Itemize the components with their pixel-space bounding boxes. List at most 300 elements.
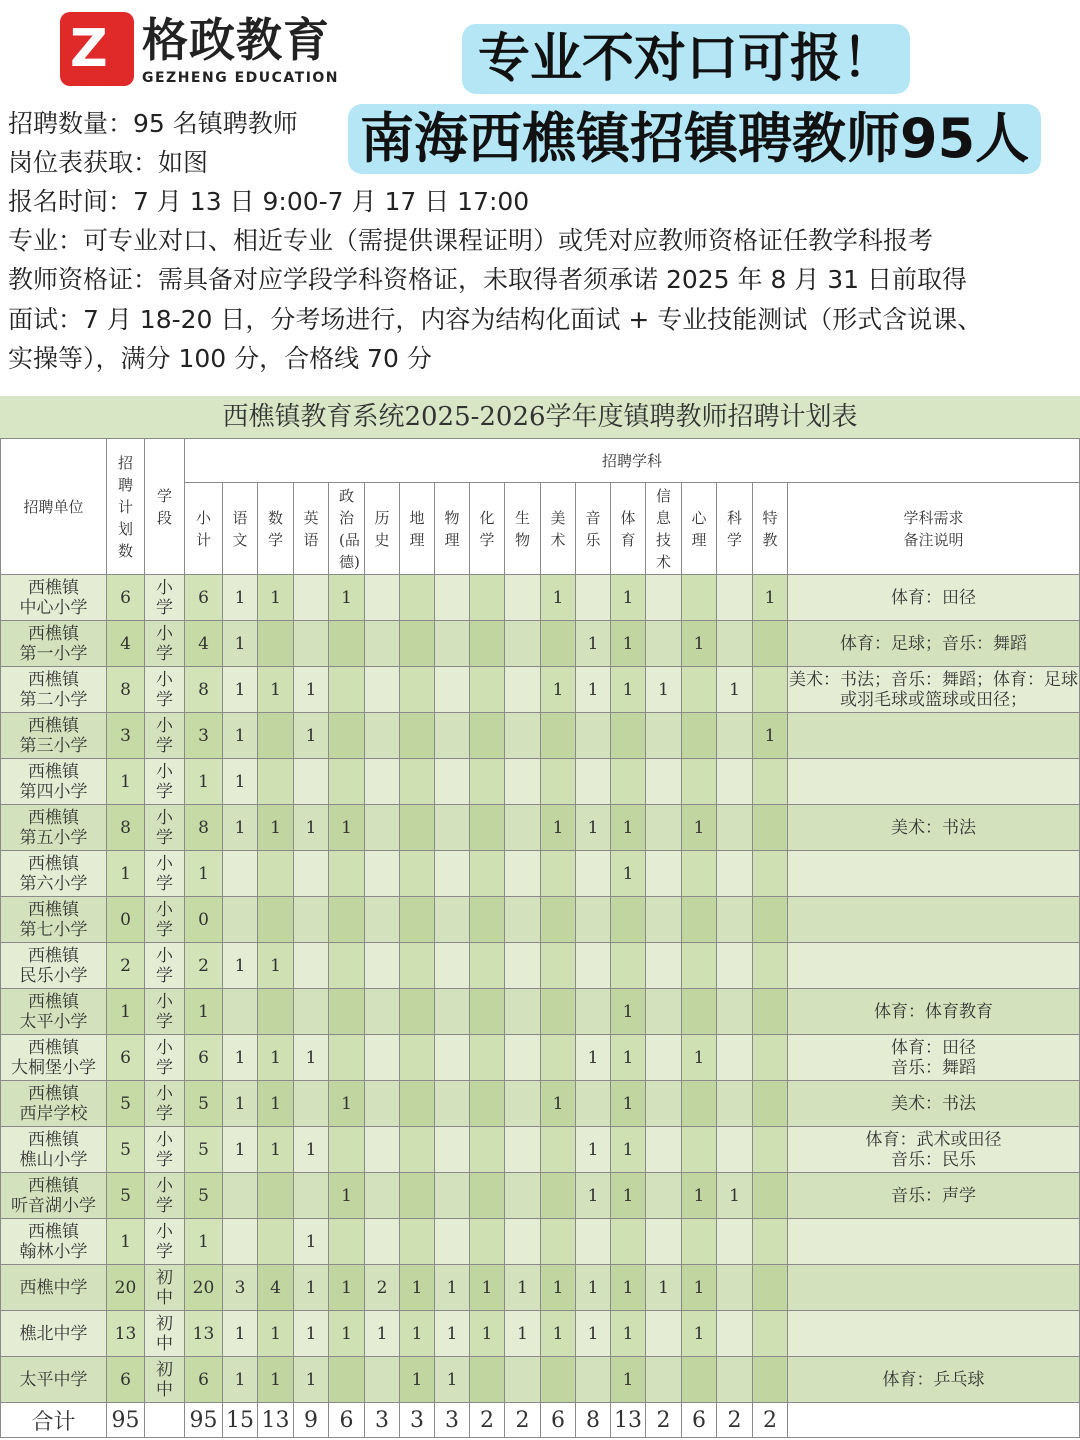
subject-count-cell: 5	[185, 1081, 223, 1127]
unit-cell	[1, 621, 107, 667]
total-count-cell: 8	[576, 1403, 611, 1438]
subject-count-cell	[505, 1081, 541, 1127]
subject-count-cell: 1	[611, 621, 646, 667]
unit-cell	[1, 1173, 107, 1219]
subject-count-cell	[646, 897, 682, 943]
subject-count-cell: 1	[576, 1035, 611, 1081]
unit-cell	[1, 805, 107, 851]
total-count-cell: 6	[329, 1403, 365, 1438]
subject-count-cell	[258, 621, 294, 667]
subject-count-cell	[717, 989, 753, 1035]
subject-count-cell: 1	[541, 667, 576, 713]
unit-name-line: 西岸学校	[19, 1103, 88, 1124]
unit-name-line: 翰林小学	[19, 1241, 88, 1262]
subject-count-cell	[223, 1219, 258, 1265]
subject-count-cell	[541, 1357, 576, 1403]
subject-count-cell: 5	[185, 1173, 223, 1219]
subject-count-cell	[470, 851, 505, 897]
subject-count-cell: 1	[329, 1311, 365, 1357]
subject-count-cell	[505, 1035, 541, 1081]
subject-count-cell: 1	[541, 1081, 576, 1127]
unit-name-line: 西樵镇	[28, 1129, 79, 1150]
note-cell	[788, 943, 1080, 989]
subject-count-cell	[435, 713, 470, 759]
header-plan	[107, 439, 145, 575]
subject-count-cell	[400, 943, 435, 989]
unit-name-line: 第三小学	[19, 735, 88, 756]
stage-text: 小学	[156, 853, 173, 894]
stage-text: 小学	[156, 623, 173, 664]
stage-text: 小学	[156, 669, 173, 710]
subject-count-cell: 1	[646, 1265, 682, 1311]
subject-count-cell	[753, 1311, 788, 1357]
stage-text: 小学	[156, 945, 173, 986]
unit-cell	[1, 713, 107, 759]
header-subject-label: 美术	[550, 508, 566, 549]
subject-count-cell	[753, 759, 788, 805]
table-row	[1, 1357, 1080, 1403]
note-cell: 体育：体育教育	[788, 989, 1080, 1035]
subject-count-cell: 1	[329, 575, 365, 621]
stage-cell	[145, 897, 185, 943]
subject-count-cell: 1	[258, 1081, 294, 1127]
table-row	[1, 713, 1080, 759]
unit-name-line: 西樵镇	[28, 715, 79, 736]
unit-name-line: 西樵镇	[28, 1221, 79, 1242]
subject-count-cell	[646, 759, 682, 805]
subject-count-cell	[329, 1127, 365, 1173]
header-subject-label: 地理	[409, 508, 425, 549]
total-count-cell: 3	[435, 1403, 470, 1438]
subject-count-cell	[470, 1035, 505, 1081]
subject-count-cell	[470, 621, 505, 667]
subject-count-cell: 1	[294, 1265, 329, 1311]
header-subject-1	[223, 483, 258, 575]
table-row	[1, 897, 1080, 943]
stage-text: 小学	[156, 715, 173, 756]
subject-count-cell: 1	[258, 667, 294, 713]
subject-count-cell	[365, 805, 400, 851]
subject-count-cell	[400, 713, 435, 759]
subject-count-cell	[258, 989, 294, 1035]
unit-name-line: 第五小学	[19, 827, 88, 848]
stage-text: 小学	[156, 1221, 173, 1262]
subject-count-cell	[646, 1357, 682, 1403]
note-cell: 体育：武术或田径 音乐：民乐	[788, 1127, 1080, 1173]
subject-count-cell: 1	[329, 1265, 365, 1311]
unit-name-line: 太平中学	[19, 1369, 88, 1390]
table-row	[1, 759, 1080, 805]
subject-count-cell	[470, 1173, 505, 1219]
subject-count-cell	[541, 759, 576, 805]
subject-count-cell	[505, 897, 541, 943]
table-row	[1, 851, 1080, 897]
unit-cell	[1, 1081, 107, 1127]
subject-count-cell: 1	[294, 713, 329, 759]
header-subject-label: 历史	[374, 508, 390, 549]
subject-count-cell: 2	[365, 1265, 400, 1311]
subject-count-cell	[329, 621, 365, 667]
note-cell: 美术：书法	[788, 805, 1080, 851]
stage-text: 初中	[156, 1267, 173, 1308]
table-row	[1, 943, 1080, 989]
subject-count-cell	[541, 621, 576, 667]
subject-count-cell	[717, 621, 753, 667]
unit-cell	[1, 1357, 107, 1403]
subject-count-cell: 4	[258, 1265, 294, 1311]
logo-name-en: GEZHENG EDUCATION	[142, 70, 340, 86]
unit-cell	[1, 1127, 107, 1173]
subject-count-cell	[753, 1219, 788, 1265]
subject-count-cell: 1	[329, 805, 365, 851]
subject-count-cell: 1	[611, 989, 646, 1035]
total-count-cell: 2	[753, 1403, 788, 1438]
subject-count-cell	[329, 713, 365, 759]
subject-count-cell: 1	[258, 1127, 294, 1173]
subject-count-cell: 1	[258, 1311, 294, 1357]
unit-cell	[1, 897, 107, 943]
stage-cell	[145, 1219, 185, 1265]
subject-count-cell	[541, 943, 576, 989]
total-row	[1, 1403, 1080, 1438]
subject-count-cell: 1	[576, 1265, 611, 1311]
subject-count-cell	[294, 575, 329, 621]
plan-cell: 8	[107, 805, 145, 851]
table-row	[1, 1127, 1080, 1173]
header-note: 学科需求 备注说明	[788, 483, 1080, 575]
subject-count-cell: 1	[541, 805, 576, 851]
subject-count-cell: 1	[223, 621, 258, 667]
recruitment-plan-table	[0, 438, 1080, 1438]
stage-text: 小学	[156, 577, 173, 618]
subject-count-cell	[505, 621, 541, 667]
subject-count-cell	[717, 897, 753, 943]
header-subject-label: 特教	[762, 508, 778, 549]
table-title: 西樵镇教育系统2025-2026学年度镇聘教师招聘计划表	[0, 396, 1080, 438]
subject-count-cell	[400, 759, 435, 805]
info-line-count: 招聘数量：95 名镇聘教师	[8, 109, 298, 138]
subject-count-cell	[400, 667, 435, 713]
subject-count-cell	[505, 851, 541, 897]
table-row	[1, 1035, 1080, 1081]
subject-count-cell	[541, 1173, 576, 1219]
subject-count-cell	[435, 943, 470, 989]
subject-count-cell	[223, 897, 258, 943]
info-line-signup: 报名时间：7 月 13 日 9:00-7 月 17 日 17:00	[8, 187, 530, 216]
header-subject-15	[717, 483, 753, 575]
note-cell: 美术：书法；音乐：舞蹈；体育：足球 或羽毛球或篮球或田径；	[788, 667, 1080, 713]
subject-count-cell	[365, 575, 400, 621]
plan-cell: 1	[107, 1219, 145, 1265]
unit-name-line: 第六小学	[19, 873, 88, 894]
subject-count-cell	[470, 1219, 505, 1265]
subject-count-cell	[400, 1035, 435, 1081]
table-row	[1, 621, 1080, 667]
subject-count-cell	[717, 1311, 753, 1357]
subject-count-cell: 1	[294, 1219, 329, 1265]
unit-name-line: 第一小学	[19, 643, 88, 664]
subject-count-cell	[329, 943, 365, 989]
header-subject-14	[682, 483, 717, 575]
unit-cell	[1, 851, 107, 897]
info-line-table: 岗位表获取：如图	[8, 148, 209, 177]
subject-count-cell	[753, 897, 788, 943]
subject-count-cell: 1	[223, 575, 258, 621]
plan-cell: 6	[107, 1357, 145, 1403]
subject-count-cell: 1	[223, 1035, 258, 1081]
subject-count-cell	[753, 1035, 788, 1081]
brand-logo	[60, 12, 350, 90]
subject-count-cell	[576, 897, 611, 943]
header-stage-label: 学段	[157, 486, 173, 527]
subject-count-cell	[470, 805, 505, 851]
subject-count-cell	[365, 1081, 400, 1127]
subject-count-cell: 1	[400, 1357, 435, 1403]
subject-count-cell	[717, 1265, 753, 1311]
subject-count-cell: 1	[258, 805, 294, 851]
subject-count-cell	[365, 851, 400, 897]
stage-text: 小学	[156, 807, 173, 848]
subject-count-cell	[400, 1219, 435, 1265]
total-count-cell: 95	[185, 1403, 223, 1438]
subject-count-cell	[400, 805, 435, 851]
total-count-cell: 13	[258, 1403, 294, 1438]
subject-count-cell	[753, 851, 788, 897]
subject-count-cell: 1	[682, 1173, 717, 1219]
subject-count-cell	[294, 989, 329, 1035]
total-label: 合计	[1, 1403, 107, 1438]
table-row	[1, 667, 1080, 713]
subject-count-cell	[435, 667, 470, 713]
subject-count-cell	[717, 759, 753, 805]
subject-count-cell	[646, 621, 682, 667]
subject-count-cell	[400, 1173, 435, 1219]
subject-count-cell	[682, 989, 717, 1035]
subject-count-cell	[365, 1035, 400, 1081]
logo-mark-letter: Z	[70, 19, 108, 79]
subject-count-cell	[470, 1357, 505, 1403]
subject-count-cell: 1	[185, 1219, 223, 1265]
plan-cell: 5	[107, 1127, 145, 1173]
subject-count-cell: 8	[185, 667, 223, 713]
subject-count-cell: 1	[611, 1173, 646, 1219]
unit-name-line: 西樵镇	[28, 899, 79, 920]
subject-count-cell	[435, 1219, 470, 1265]
unit-cell	[1, 1035, 107, 1081]
unit-name-line: 西樵镇	[28, 1175, 79, 1196]
subject-count-cell	[294, 897, 329, 943]
subject-count-cell	[646, 805, 682, 851]
subject-count-cell	[505, 1127, 541, 1173]
subject-count-cell	[400, 897, 435, 943]
header-subject-10	[541, 483, 576, 575]
stage-text: 小学	[156, 899, 173, 940]
subject-count-cell: 1	[611, 805, 646, 851]
subject-count-cell	[223, 1173, 258, 1219]
subject-count-cell	[576, 1219, 611, 1265]
subject-count-cell	[576, 1357, 611, 1403]
header-subject-8	[470, 483, 505, 575]
subject-count-cell	[576, 851, 611, 897]
unit-cell	[1, 575, 107, 621]
subject-count-cell: 1	[294, 1311, 329, 1357]
subject-count-cell: 20	[185, 1265, 223, 1311]
subject-count-cell	[646, 1173, 682, 1219]
subject-count-cell	[611, 943, 646, 989]
note-cell: 体育：足球；音乐：舞蹈	[788, 621, 1080, 667]
note-cell	[788, 851, 1080, 897]
header-subject-label: 数学	[268, 508, 284, 549]
subject-count-cell	[258, 759, 294, 805]
unit-name-line: 樵山小学	[19, 1149, 88, 1170]
unit-name-line: 西樵镇	[28, 1083, 79, 1104]
subject-count-cell	[329, 1357, 365, 1403]
header-plan-label: 招聘计划数	[118, 453, 134, 560]
subject-count-cell: 1	[576, 621, 611, 667]
subject-count-cell: 8	[185, 805, 223, 851]
table-row	[1, 1173, 1080, 1219]
unit-name-line: 第四小学	[19, 781, 88, 802]
subject-count-cell	[646, 1219, 682, 1265]
header-subject-13	[646, 483, 682, 575]
unit-name-line: 西樵镇	[28, 1037, 79, 1058]
total-count-cell: 13	[611, 1403, 646, 1438]
stage-cell	[145, 1311, 185, 1357]
subject-count-cell: 6	[185, 1035, 223, 1081]
subject-count-cell: 1	[258, 575, 294, 621]
subject-count-cell: 1	[223, 1357, 258, 1403]
header-subject-label: 信息技术	[656, 486, 672, 571]
plan-cell: 0	[107, 897, 145, 943]
subject-count-cell: 1	[400, 1265, 435, 1311]
stage-cell	[145, 759, 185, 805]
subject-count-cell	[505, 1219, 541, 1265]
subject-count-cell	[505, 759, 541, 805]
subject-count-cell	[435, 1173, 470, 1219]
plan-cell: 8	[107, 667, 145, 713]
plan-cell: 4	[107, 621, 145, 667]
subject-count-cell	[753, 1357, 788, 1403]
stage-cell	[145, 621, 185, 667]
subject-count-cell	[576, 713, 611, 759]
subject-count-cell	[646, 1081, 682, 1127]
subject-count-cell: 1	[223, 713, 258, 759]
subject-count-cell: 1	[541, 1265, 576, 1311]
table-row	[1, 575, 1080, 621]
unit-cell	[1, 1311, 107, 1357]
subject-count-cell	[505, 989, 541, 1035]
subject-count-cell: 1	[611, 1265, 646, 1311]
unit-name-line: 大桐堡小学	[11, 1057, 96, 1078]
total-count-cell: 2	[505, 1403, 541, 1438]
subject-count-cell: 1	[611, 1311, 646, 1357]
header-unit: 招聘单位	[1, 439, 107, 575]
subject-count-cell: 1	[223, 943, 258, 989]
subject-count-cell: 1	[294, 1357, 329, 1403]
subject-count-cell	[294, 1081, 329, 1127]
stage-text: 小学	[156, 1129, 173, 1170]
total-count-cell: 3	[365, 1403, 400, 1438]
plan-cell: 5	[107, 1173, 145, 1219]
total-count-cell: 2	[646, 1403, 682, 1438]
subject-count-cell	[329, 989, 365, 1035]
subject-count-cell	[646, 989, 682, 1035]
subject-count-cell	[365, 1127, 400, 1173]
subject-count-cell	[717, 1081, 753, 1127]
subject-count-cell: 1	[576, 1127, 611, 1173]
header-subject-12	[611, 483, 646, 575]
subject-count-cell	[294, 621, 329, 667]
subject-count-cell	[470, 759, 505, 805]
subject-count-cell: 1	[576, 667, 611, 713]
subject-count-cell	[365, 897, 400, 943]
unit-name-line: 西樵镇	[28, 807, 79, 828]
stage-text: 初中	[156, 1359, 173, 1400]
total-count-cell: 2	[717, 1403, 753, 1438]
subject-count-cell: 1	[258, 1035, 294, 1081]
subject-count-cell	[470, 1127, 505, 1173]
subject-count-cell: 1	[223, 1127, 258, 1173]
total-count-cell: 15	[223, 1403, 258, 1438]
subject-count-cell: 1	[611, 1035, 646, 1081]
subject-count-cell	[365, 621, 400, 667]
unit-name-line: 太平小学	[19, 1011, 88, 1032]
subject-count-cell: 4	[185, 621, 223, 667]
subject-count-cell	[753, 621, 788, 667]
header-subject-3	[294, 483, 329, 575]
subject-count-cell	[682, 1357, 717, 1403]
header-subject-label: 化学	[479, 508, 495, 549]
subject-count-cell	[294, 851, 329, 897]
subject-count-cell	[258, 1173, 294, 1219]
header-subject-0	[185, 483, 223, 575]
subject-count-cell: 1	[185, 851, 223, 897]
subject-count-cell	[611, 759, 646, 805]
unit-name-line: 民乐小学	[19, 965, 88, 986]
subject-count-cell	[329, 759, 365, 805]
subject-count-cell: 1	[646, 667, 682, 713]
note-cell	[788, 1265, 1080, 1311]
subject-count-cell	[470, 713, 505, 759]
plan-cell: 6	[107, 575, 145, 621]
subject-count-cell	[717, 575, 753, 621]
total-count-cell: 3	[400, 1403, 435, 1438]
subject-count-cell	[435, 575, 470, 621]
headline-tag-2: 南海西樵镇招镇聘教师95人	[348, 104, 1041, 174]
subject-count-cell	[400, 575, 435, 621]
stage-cell	[145, 1035, 185, 1081]
subject-count-cell	[470, 1081, 505, 1127]
subject-count-cell	[576, 943, 611, 989]
subject-count-cell	[576, 989, 611, 1035]
unit-name-line: 西樵镇	[28, 623, 79, 644]
stage-text: 小学	[156, 1037, 173, 1078]
subject-count-cell	[365, 713, 400, 759]
subject-count-cell	[646, 851, 682, 897]
total-count-cell: 6	[682, 1403, 717, 1438]
subject-count-cell	[470, 943, 505, 989]
stage-text: 小学	[156, 1083, 173, 1124]
subject-count-cell: 6	[185, 1357, 223, 1403]
subject-count-cell: 1	[611, 1127, 646, 1173]
subject-count-cell	[400, 1127, 435, 1173]
headline-tag-1: 专业不对口可报！	[462, 24, 910, 94]
plan-cell: 1	[107, 851, 145, 897]
subject-count-cell	[753, 805, 788, 851]
subject-count-cell	[682, 759, 717, 805]
subject-count-cell	[223, 851, 258, 897]
subject-count-cell: 1	[294, 1127, 329, 1173]
